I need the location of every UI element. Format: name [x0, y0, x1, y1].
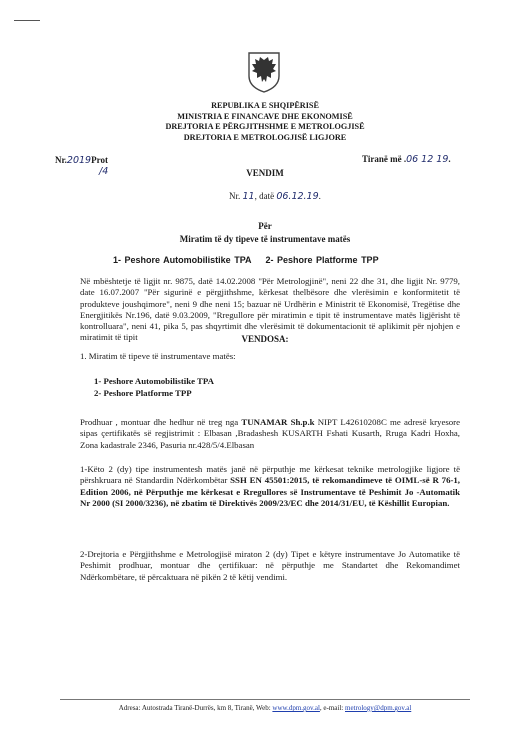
place-date-trail: .	[448, 154, 451, 164]
vendosa-heading: VENDOSA:	[241, 334, 289, 344]
producer-paragraph	[80, 417, 460, 451]
instrument-type-list	[94, 376, 214, 399]
approval-paragraph: 2-Drejtoria e Përgjithshme e Metrologjisë miraton 2 (dy) Tipet e këtyre instrumentave Jo Automatike të Peshimit prodhuar, montuar dhe çertifikuar: në përputhje me Standartet dhe Rekomandimet Ndërkombëtare, të përcaktuara në pikën 2 të këtij vendimi.	[80, 549, 460, 582]
subject-types	[113, 255, 379, 265]
decision-date-handwritten: 06.12.19	[276, 191, 319, 202]
protocol-nr-handwritten: 2019	[66, 155, 92, 166]
footer-address	[0, 704, 530, 712]
decision-nr-label: Nr.	[229, 191, 243, 201]
subject-per: Për	[258, 221, 272, 231]
subject-title: Miratim të dy tipeve të instrumentave matës	[179, 234, 351, 244]
footer-divider	[60, 699, 470, 700]
protocol-nr-label: Nr.	[55, 155, 67, 165]
letterhead-line-directorate: DREJTORIA E METROLOGJISË LIGJORE	[183, 132, 347, 142]
letterhead-line-directorate-general: DREJTORIA E PËRGJITHSHME E METROLOGJISË	[165, 122, 365, 132]
compliance-paragraph	[80, 464, 460, 509]
place-date-handwritten: 06 12 19	[406, 154, 449, 165]
letterhead	[0, 101, 530, 143]
footer-web-link[interactable]: www.dpm.gov.al	[272, 704, 320, 712]
decision-number-line	[229, 191, 321, 202]
producer-name: TUNAMAR Sh.p.k	[241, 417, 315, 427]
protocol-number	[55, 155, 108, 166]
footer-address-text: Adresa: Autostrada Tiranë-Durrës, km 8, Tiranë, Web:	[118, 704, 273, 712]
corner-mark	[14, 20, 40, 21]
albanian-eagle-emblem-icon	[246, 50, 282, 94]
protocol-prot-label: Prot	[91, 155, 108, 165]
decision-title: VENDIM	[246, 168, 284, 178]
compliance-standards: SSH EN 45501:2015, të rekomandimeve të OIML-së R 76-1, Edition 2006, në Përputhje me kërkesat e Rregullores së Instrumentave të Peshimit Jo -Automatik Nr 2000 (SI 2000/3236), në zbatim të Direktivës 2009/23/EC dhe 2014/31/EU, të Këshillit Europian.	[80, 475, 460, 508]
instrument-type-2: 2- Peshore Platforme TPP	[94, 387, 192, 398]
place-label: Tiranë më .	[362, 154, 407, 164]
subject-type-1: 1- Peshore Automobilistike TPA	[113, 255, 252, 265]
instrument-type-1: 1- Peshore Automobilistike TPA	[94, 376, 214, 386]
place-and-date	[362, 154, 451, 165]
producer-details: NIPT L42610208C me adresë kryesore sipas çertifikatës së regjistrimit : Elbasan ,Bradashesh KUSARTH Fshati Kusarth, Rruga Kadri Hoxha, Zona kadastrale 2346, Pasuria nr.428/5/4.Elbasan	[80, 417, 461, 450]
letterhead-line-ministry: MINISTRIA E FINANCAVE DHE EKONOMISË	[177, 111, 353, 121]
decision-date-label: , datë	[254, 191, 277, 201]
subject-type-2: 2- Peshore Platforme TPP	[265, 255, 379, 265]
producer-intro: Prodhuar , montuar dhe hedhur në treg nga	[80, 417, 242, 427]
protocol-sub-number-handwritten: /4	[99, 166, 109, 177]
decision-date-trail: .	[318, 191, 321, 201]
decision-item-1: 1. Miratim të tipeve të instrumentave matës:	[80, 351, 236, 361]
letterhead-line-republic: REPUBLIKA E SHQIPËRISË	[211, 101, 319, 110]
decision-nr-handwritten: 11	[242, 191, 255, 202]
footer-email-label: , e-mail:	[319, 704, 345, 712]
legal-basis-paragraph: Në mbështetje të ligjit nr. 9875, datë 14.02.2008 "Për Metrologjinë", neni 22 dhe 31, dhe ligjit Nr. 9779, date 16.07.2007 "Për sigurinë e përgjithshme, kërkesat thelbësore dhe vlerësimin e konformitetit të produkteve joushqimore", neni 9 dhe neni 15; bazuar në Urdhërin e Ministrit të Ekonomisë, Tregëtise dhe Energjitikës Nr.196, datë 9.03.2009, "Rregullore për miratimin e tipit të instrumentave matës ligjërisht të kontrolluara", neni 41, pika 5, pas shqyrtimit dhe vlerësimit të dokumentacionit të aplikimit për njohjen e miratimit të tipit	[80, 276, 460, 343]
footer-email-link[interactable]: metrology@dpm.gov.al	[345, 704, 412, 712]
compliance-intro: 1-Këto 2 (dy) tipe instrumentesh matës janë në përputhje me kërkesat teknike metrologjike ligjore të përshkruara në Standardin Ndërkombëtar	[80, 464, 460, 486]
